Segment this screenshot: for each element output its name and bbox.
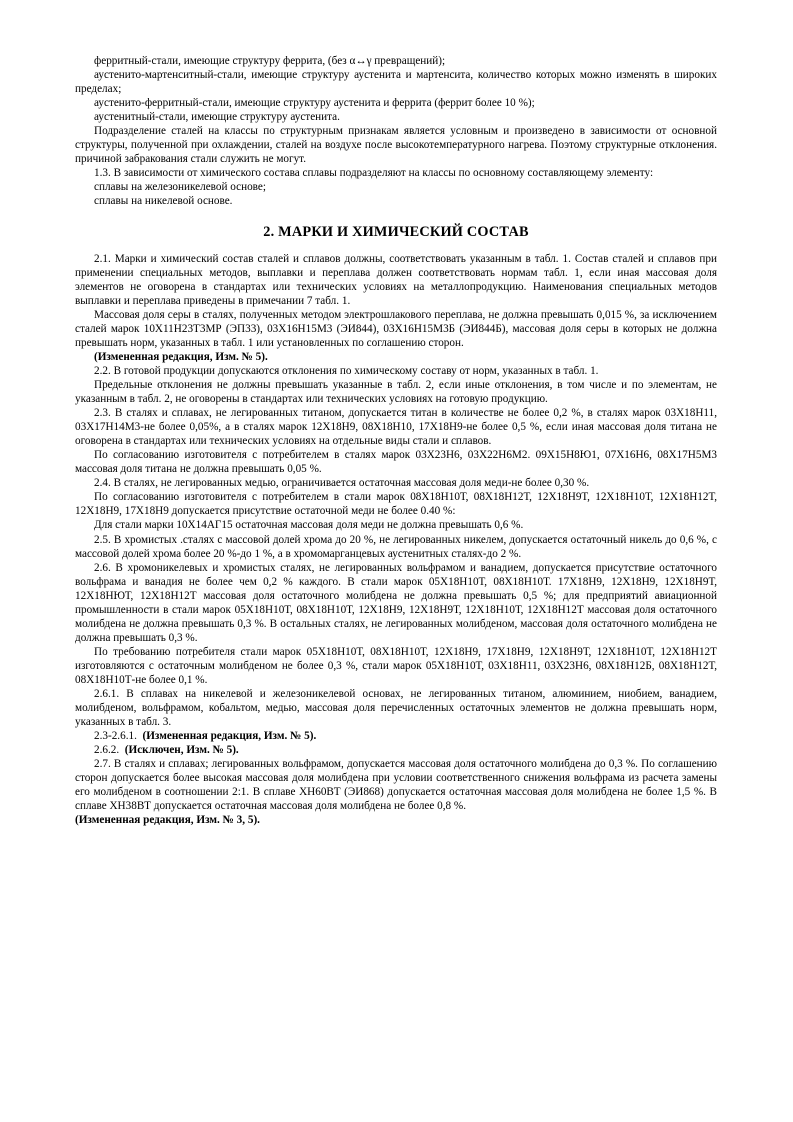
- paragraph: аустенито-ферритный-стали, имеющие структуру аустенита и феррита (феррит более 10 %);: [94, 97, 535, 110]
- paragraph: Для стали марки 10Х14АГ15 остаточная массовая доля меди не должна превышать 0,6 %.: [94, 519, 524, 532]
- paragraph: сплавы на железоникелевой основе;: [94, 181, 266, 194]
- paragraph: 1.3. В зависимости от химического состава сплавы подразделяют на классы по основному составляющему элементу:: [94, 167, 654, 180]
- amendment-note: (Исключен, Изм. № 5).: [124, 744, 239, 757]
- amendment-note: (Измененная редакция, Изм. № 5).: [142, 730, 317, 743]
- paragraph: По согласованию изготовителя с потребителем в сталях марок 03Х23Н6, 03Х22Н6М2. 09Х15Н8Ю1, 07Х16Н6, 08Х17Н5М3 массовая доля титана не должна превышать 0,05 %.: [75, 449, 717, 476]
- paragraph: 2.5. В хромистых .сталях с массовой долей хрома до 20 %, не легированных никелем, допускается остаточный никель до 0,6 %, с массовой долей хрома более 20 %-до 1 %, а в хромомарганцевых аустенитных сталях-до 2 %.: [75, 533, 717, 560]
- paragraph: 2.3. В сталях и сплавах, не легированных титаном, допускается титан в количестве не более 0,2 %, в сталях марок 03Х18Н11, 03Х17Н14М3-не более 0,05%, а в сталях марок 12Х18Н9, 08Х18Н10, 17Х18Н9-не более 0,5 %, если иная массовая доля титана не оговорена в стандартах или технических условиях на отдельные виды стали и сплавов.: [75, 407, 717, 448]
- paragraph: ферритный-стали, имеющие структуру феррита, (без α↔γ превращений);: [94, 55, 446, 67]
- paragraph: Массовая доля серы в сталях, полученных методом электрошлакового переплава, не должна превышать 0,015 %, за исключением сталей марок 10Х11Н23Т3МР (ЭП33), 03Х16Н15М3 (ЭИ844), 03Х16Н15М3Б (ЭИ844Б), массовая доля серы в которых не должна превышать норм, указанных в табл. 1 или установленных по соглашению сторон.: [75, 308, 717, 349]
- paragraph: аустенитный-стали, имеющие структуру аустенита.: [94, 111, 340, 124]
- amendment-line: [75, 729, 717, 743]
- paragraph: Подразделение сталей на классы по структурным признакам является условным и произведено в зависимости от основной структуры, полученной при охлаждении, сталей на воздухе после высокотемпературного нагрева. Поэтому структурные отклонения. причиной забракования стали служить не могут.: [75, 125, 717, 166]
- paragraph: 2.6.1. В сплавах на никелевой и железоникелевой основах, не легированных титаном, алюминием, ниобием, ванадием, молибденом, вольфрамом, кобальтом, медью, массовая доля перечисленных остаточных элементов не должна превышать норм, указанных в табл. 3.: [75, 688, 717, 729]
- paragraph: 2.7. В сталях и сплавах; легированных вольфрамом, допускается массовая доля остаточного молибдена до 0,3 %. По соглашению сторон допускается более высокая массовая доля молибдена при условии соответственного снижения вольфрама из расчета замены его молибденом в соотношении 2:1. В сплаве ХН60ВТ (ЭИ868) допускается остаточная массовая доля молибдена не более 1,5 %. В сплаве ХН38ВТ допускается остаточная массовая доля молибдена не более 0,8 %.: [75, 758, 717, 813]
- clause-range: 2.3-2.6.1.: [94, 730, 137, 743]
- paragraph: 2.6. В хромоникелевых и хромистых сталях, не легированных вольфрамом и ванадием, допускается присутствие остаточного вольфрама и ванадия не более чем 0,2 % каждого. В стали марок 05Х18Н10Т, 08Х18Н10Т. 17Х18Н9, 12Х18Н9, 12Х18Н9Т, 12Х18НЮТ, 12Х18Н12Т массовая доля остаточного молибдена не должна превышать 0,5 %; для предприятий авиационной промышленности в стали марок 05Х18Н10Т, 08Х18Н10Т, 12Х18Н9, 12Х18Н9Т, 12Х18Н10Т, 12Х18Н12Т массовая доля остаточного молибдена не должна превышать 0,3 %. В остальных сталях, не легированных молибденом, массовая доля остаточного молибдена не должна превышать 0,3 %.: [75, 561, 717, 644]
- amendment-note: (Измененная редакция, Изм. № 5).: [94, 350, 268, 363]
- paragraph: 2.2. В готовой продукции допускаются отклонения по химическому составу от норм, указанных в табл. 1.: [94, 364, 599, 377]
- amendment-note: (Измененная редакция, Изм. № 3, 5).: [75, 814, 260, 827]
- paragraph: 2.4. В сталях, не легированных медью, ограничивается остаточная массовая доля меди-не более 0,30 %.: [94, 477, 590, 490]
- section-title: 2. МАРКИ И ХИМИЧЕСКИЙ СОСТАВ: [263, 223, 529, 240]
- clause-number: 2.6.2.: [94, 744, 120, 757]
- amendment-line: [75, 743, 717, 757]
- paragraph: Предельные отклонения не должны превышать указанные в табл. 2, если иные отклонения, в том числе и по элементам, не указанным в табл. 2, не оговорены в стандартах или технических условиях на готовую продукцию.: [75, 378, 717, 406]
- document-page: [75, 54, 717, 827]
- paragraph: аустенито-мартенситный-стали, имеющие структуру аустенита и мартенсита, количество которых можно изменять в широких пределах;: [75, 69, 717, 96]
- paragraph: По согласованию изготовителя с потребителем в стали марок 08Х18Н10Т, 08Х18Н12Т, 12Х18Н9Т, 12Х18Н10Т, 12Х18Н12Т, 12Х18Н9, 17Х18Н9 допускается присутствие остаточной меди не более 0.40 %:: [75, 491, 717, 518]
- paragraph: По требованию потребителя стали марок 05Х18Н10Т, 08Х18Н10Т, 12Х18Н9, 17Х18Н9, 12Х18Н9Т, 12Х18Н10Т, 12Х18Н12Т изготовляются с остаточным молибденом не более 0,3 %, стали марок 05Х18Н10Т, 03Х18Н11, 03Х23Н6, 08Х18Н12Б, 08Х18Н12Т, 08Х18Н10Т-не более 0,1 %.: [75, 645, 717, 686]
- paragraph: 2.1. Марки и химический состав сталей и сплавов должны, соответствовать указанным в табл. 1. Состав сталей и сплавов при применении специальных методов, выплавки и переплава должен соответствовать нормам табл. 1, если иная массовая доля элементов не оговорена в стандартах или технических условиях на металлопродукцию. Наименования специальных методов выплавки и переплава приведены в примечании 7 табл. 1.: [75, 252, 717, 307]
- paragraph: сплавы на никелевой основе.: [94, 195, 233, 208]
